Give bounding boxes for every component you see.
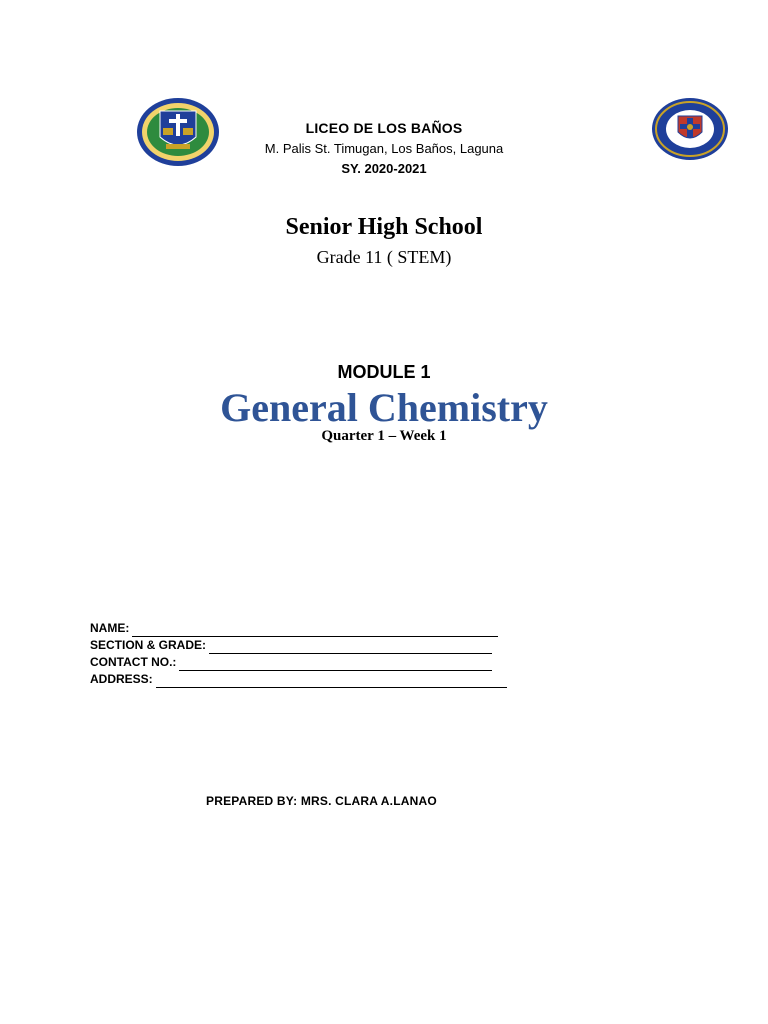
contact-blank[interactable] bbox=[179, 658, 492, 671]
name-row bbox=[90, 620, 530, 637]
grade-strand: Grade 11 ( STEM) bbox=[316, 247, 452, 267]
module-number: MODULE 1 bbox=[337, 362, 431, 382]
section-grade-label: SECTION & GRADE: bbox=[90, 638, 207, 652]
address-label: ADDRESS: bbox=[90, 672, 153, 686]
section-grade-blank[interactable] bbox=[209, 641, 492, 654]
subject-title: General Chemistry bbox=[220, 385, 548, 430]
name-label: NAME: bbox=[90, 621, 130, 635]
prepared-by: PREPARED BY: MRS. CLARA A.LANAO bbox=[206, 794, 437, 808]
contact-row bbox=[90, 654, 530, 671]
address-blank[interactable] bbox=[156, 675, 507, 688]
contact-label: CONTACT NO.: bbox=[90, 655, 177, 669]
school-year: SY. 2020-2021 bbox=[341, 161, 427, 176]
department-title: Senior High School bbox=[285, 214, 483, 240]
school-name: LICEO DE LOS BAÑOS bbox=[305, 120, 463, 136]
name-blank[interactable] bbox=[132, 624, 498, 637]
address-row bbox=[90, 671, 530, 688]
student-info-form bbox=[90, 620, 530, 688]
quarter-week: Quarter 1 – Week 1 bbox=[321, 428, 447, 444]
school-address: M. Palis St. Timugan, Los Baños, Laguna bbox=[264, 141, 504, 156]
section-grade-row bbox=[90, 637, 530, 654]
